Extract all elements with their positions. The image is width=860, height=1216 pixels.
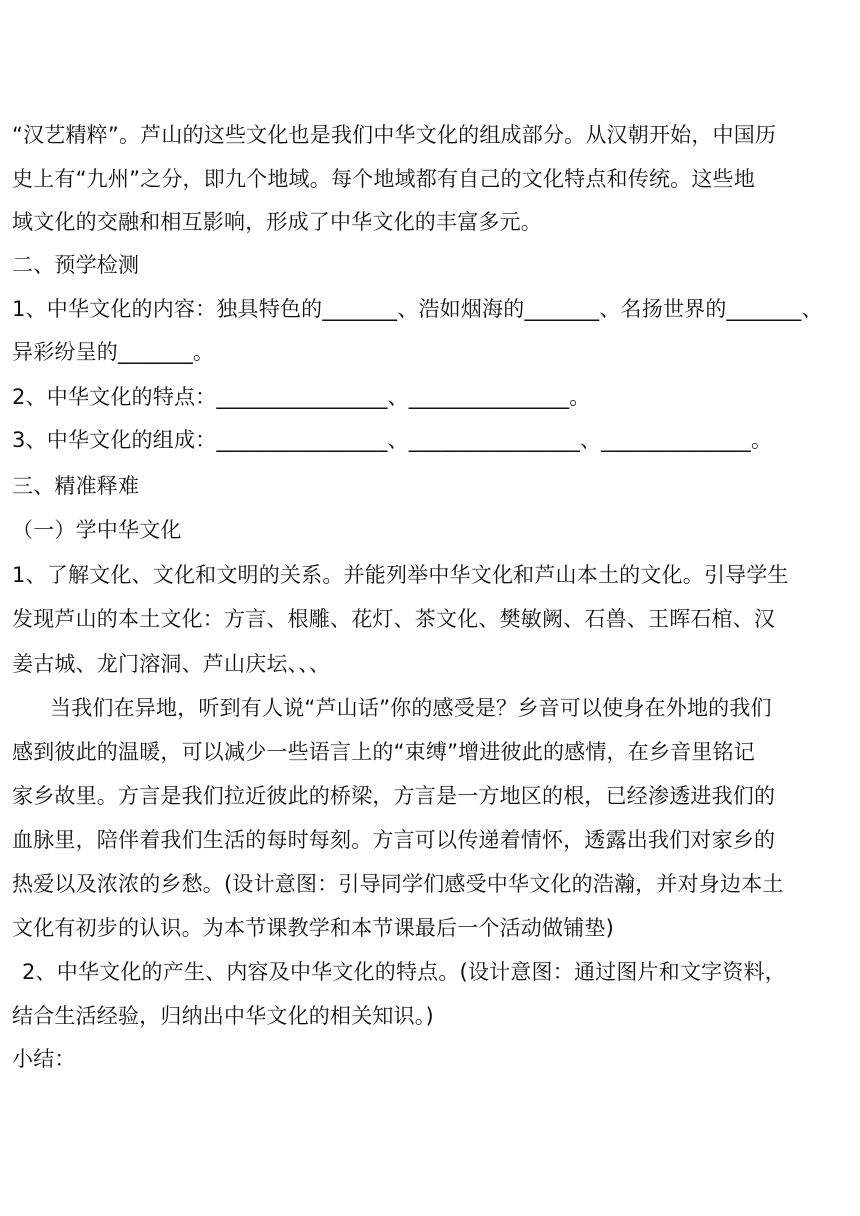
item-1-line-1: 1、了解文化、文化和文明的关系。并能列举中华文化和芦山本土的文化。引导学生 [12, 563, 789, 587]
section-heading-2: 二、预学检测 [12, 253, 140, 277]
paragraph-line-5: 热爱以及浓浓的乡愁。(设计意图：引导同学们感受中华文化的浩瀚，并对身边本土 [12, 872, 784, 896]
paragraph-line-1: 当我们在异地，听到有人说“芦山话”你的感受是？乡音可以使身在外地的我们 [50, 696, 772, 720]
paragraph-line-4: 血脉里，陪伴着我们生活的每时每刻。方言可以传递着情怀，透露出我们对家乡的 [12, 828, 776, 852]
paragraph-line-3: 家乡故里。方言是我们拉近彼此的桥梁，方言是一方地区的根，已经渗透进我们的 [12, 784, 776, 808]
item-1-line-3: 姜古城、龙门溶洞、芦山庆坛、、、 [12, 652, 331, 676]
item-2-line-1: 2、中华文化的产生、内容及中华文化的特点。(设计意图：通过图片和文字资料， [22, 960, 786, 984]
item-1-line-2: 发现芦山的本土文化：方言、根雕、花灯、茶文化、樊敏阙、石兽、王晖石棺、汉 [12, 607, 776, 631]
body-line-1: “汉艺精粹”。芦山的这些文化也是我们中华文化的组成部分。从汉朝开始，中国历 [12, 123, 777, 147]
body-line-3: 域文化的交融和相互影响，形成了中华文化的丰富多元。 [12, 210, 542, 234]
paragraph-line-2: 感到彼此的温暖，可以减少一些语言上的“束缚”增进彼此的感情，在乡音里铭记 [12, 740, 755, 764]
paragraph-line-6: 文化有初步的认识。为本节课教学和本节课最后一个活动做铺垫) [12, 916, 614, 940]
question-1-line-1: 1、中华文化的内容：独具特色的_______、浩如烟海的_______、名扬世界的_______、 [12, 297, 823, 321]
section-heading-3: 三、精准释难 [12, 474, 140, 498]
question-2: 2、中华文化的特点：________________、_______________。 [12, 385, 591, 409]
summary-label: 小结： [12, 1047, 76, 1071]
question-3: 3、中华文化的组成：________________、________________、______________。 [12, 428, 773, 452]
subsection-heading: （一）学中华文化 [12, 518, 182, 542]
question-1-line-2: 异彩纷呈的_______。 [12, 340, 215, 364]
item-2-line-2: 结合生活经验，归纳出中华文化的相关知识。) [12, 1004, 434, 1028]
body-line-2: 史上有“九州”之分，即九个地域。每个地域都有自己的文化特点和传统。这些地 [12, 167, 755, 191]
